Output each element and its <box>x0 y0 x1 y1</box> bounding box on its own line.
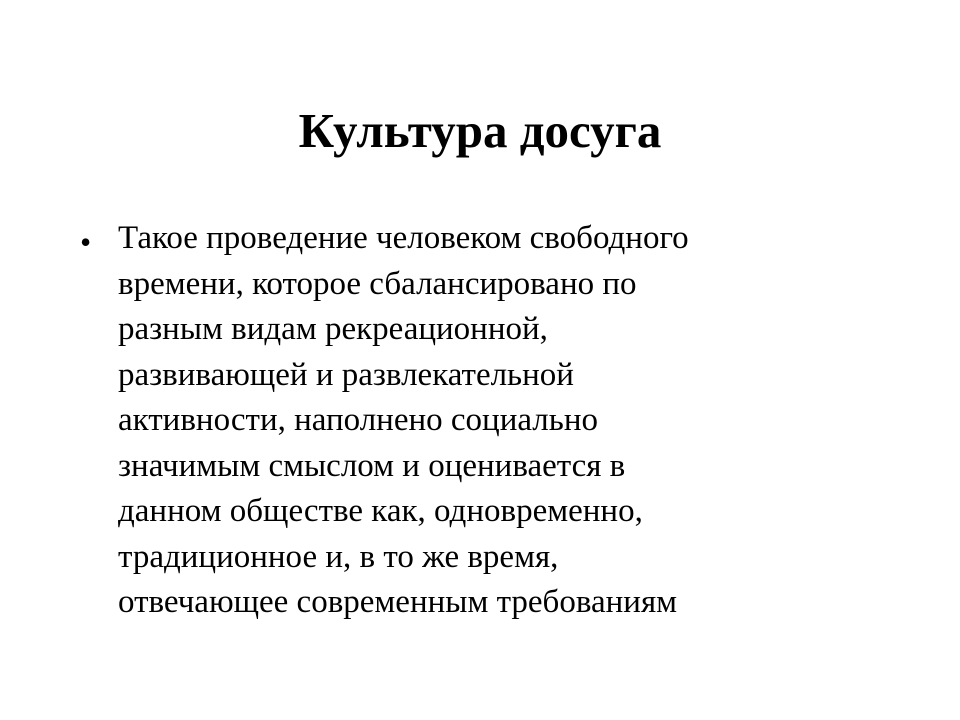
bullet-list <box>80 216 920 626</box>
bullet-item <box>80 216 920 626</box>
definition-line: значимым смыслом и оценивается в <box>118 447 626 484</box>
definition-text <box>118 216 920 626</box>
definition-line: времени, которое сбалансировано по <box>118 265 637 302</box>
definition-line: разным видам рекреационной, <box>118 311 548 347</box>
bullet-icon: • <box>80 224 92 260</box>
definition-line: активности, наполнено социально <box>118 402 598 438</box>
definition-line: развивающей и развлекательной <box>118 356 574 393</box>
definition-line: Такое проведение человеком свободного <box>118 220 689 256</box>
definition-line: отвечающее современным требованиям <box>118 584 678 620</box>
definition-line: традиционное и, в то же время, <box>118 538 559 575</box>
slide-title: Культура досуга <box>298 103 662 158</box>
definition-line: данном обществе как, одновременно, <box>118 493 643 529</box>
